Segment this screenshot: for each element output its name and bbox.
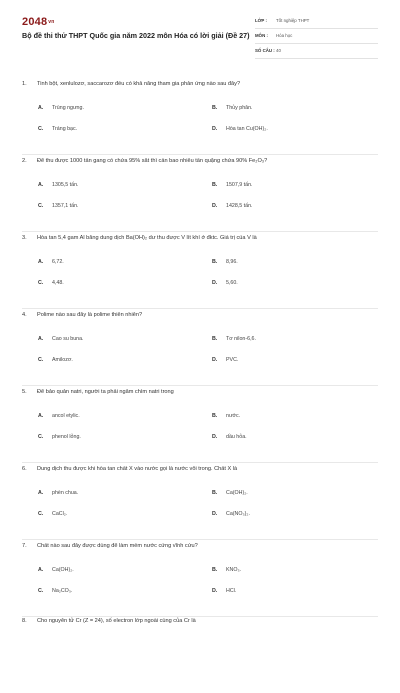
question-text — [22, 312, 378, 319]
option-letter: D. — [212, 126, 218, 132]
option-text: 1507,9 tấn. — [226, 182, 253, 188]
question-2 — [22, 155, 378, 232]
option-letter: D. — [212, 434, 218, 440]
option-d[interactable] — [212, 203, 253, 209]
question-stem: Hòa tan 5,4 gam Al bằng dung dịch Ba(OH)₂ dư thu được V lít khí ở đktc. Giá trị của V là — [37, 235, 257, 241]
option-b[interactable] — [212, 413, 240, 419]
question-5 — [22, 386, 378, 463]
question-stem: Để thu được 1000 tấn gang có chứa 95% sắt thì cần bao nhiêu tấn quặng chứa 90% Fe₂O₃? — [37, 158, 268, 164]
option-letter: D. — [212, 203, 218, 209]
question-number: 3. — [22, 235, 27, 241]
option-letter: A. — [38, 336, 44, 342]
option-letter: C. — [38, 588, 44, 594]
option-text: Cao su buna. — [52, 336, 84, 342]
question-number: 1. — [22, 81, 27, 87]
option-letter: D. — [212, 511, 218, 517]
question-number: 2. — [22, 158, 27, 164]
option-letter: C. — [38, 357, 44, 363]
option-letter: B. — [212, 567, 218, 573]
option-text: ancol etylic. — [52, 413, 80, 419]
question-7 — [22, 540, 378, 617]
option-c[interactable] — [38, 280, 64, 286]
option-d[interactable] — [212, 588, 236, 594]
option-text: nước. — [226, 413, 241, 419]
option-c[interactable] — [38, 434, 81, 440]
meta-label: MÔN : — [255, 33, 268, 38]
option-text: Trùng ngưng. — [52, 105, 84, 111]
meta-label: LỚP : — [255, 18, 267, 23]
question-text — [22, 618, 196, 624]
option-letter: C. — [38, 203, 44, 209]
option-c[interactable] — [38, 203, 79, 209]
option-b[interactable] — [212, 105, 253, 111]
exam-meta — [255, 14, 378, 59]
option-letter: B. — [212, 336, 218, 342]
option-text: Hòa tan Cu(OH)₂. — [226, 126, 268, 132]
question-text — [22, 389, 378, 396]
meta-row-count — [255, 44, 378, 59]
option-a[interactable] — [38, 413, 80, 419]
option-b[interactable] — [212, 182, 253, 188]
option-text: Tráng bạc. — [52, 126, 78, 132]
document-title: Bộ đề thi thử THPT Quốc gia năm 2022 môn Hóa có lời giải (Đề 27) — [22, 31, 250, 40]
option-letter: B. — [212, 413, 218, 419]
option-a[interactable] — [38, 259, 64, 265]
question-number: 8. — [22, 618, 27, 624]
logo-text: 2048 — [22, 16, 48, 28]
option-letter: A. — [38, 567, 44, 573]
option-text: Amilozơ. — [52, 357, 73, 363]
question-number: 7. — [22, 543, 27, 549]
option-text: Ca(NO₃)₂. — [226, 511, 250, 517]
logo-suffix: vn — [48, 19, 55, 25]
option-a[interactable] — [38, 567, 74, 573]
option-c[interactable] — [38, 357, 73, 363]
question-stem: Tinh bột, xenlulozơ, saccarozơ đều có khả năng tham gia phản ứng nào sau đây? — [37, 81, 241, 87]
option-text: 1428,5 tấn. — [226, 203, 253, 209]
question-number: 4. — [22, 312, 27, 318]
option-letter: D. — [212, 357, 218, 363]
option-letter: A. — [38, 490, 44, 496]
option-d[interactable] — [212, 511, 250, 517]
question-stem: Dung dịch thu được khi hòa tan chất X vào nước gọi là nước vôi trong. Chất X là — [37, 466, 238, 472]
site-logo[interactable] — [22, 16, 55, 28]
option-b[interactable] — [212, 336, 256, 342]
option-a[interactable] — [38, 105, 84, 111]
option-text: Ca(OH)₂. — [52, 567, 74, 573]
option-text: Ca(OH)₂. — [226, 490, 248, 496]
option-letter: C. — [38, 434, 44, 440]
meta-value: 40 — [276, 48, 281, 53]
question-4 — [22, 309, 378, 386]
option-text: PVC. — [226, 357, 239, 363]
question-list — [22, 78, 378, 693]
option-text: 1305,5 tấn. — [52, 182, 79, 188]
option-text: 8,96. — [226, 259, 238, 265]
option-text: KNO₃. — [226, 567, 242, 573]
page-header — [22, 14, 378, 62]
meta-value: Tốt nghiệp THPT — [276, 18, 310, 23]
option-a[interactable] — [38, 182, 79, 188]
option-text: Na₂CO₃. — [52, 588, 73, 594]
option-b[interactable] — [212, 490, 248, 496]
option-b[interactable] — [212, 567, 241, 573]
option-letter: A. — [38, 413, 44, 419]
question-stem: Cho nguyên tử Cr (Z = 24), số electron lớp ngoài cùng của Cr là — [37, 618, 196, 624]
option-text: phenol lỏng. — [52, 434, 81, 440]
question-1 — [22, 78, 378, 155]
option-letter: C. — [38, 126, 44, 132]
option-a[interactable] — [38, 336, 84, 342]
question-text — [22, 543, 378, 550]
option-d[interactable] — [212, 357, 238, 363]
option-d[interactable] — [212, 280, 238, 286]
option-text: HCl. — [226, 588, 237, 594]
option-letter: B. — [212, 490, 218, 496]
option-d[interactable] — [212, 126, 268, 132]
option-letter: B. — [212, 182, 218, 188]
option-d[interactable] — [212, 434, 247, 440]
option-a[interactable] — [38, 490, 78, 496]
option-letter: C. — [38, 511, 44, 517]
option-letter: A. — [38, 259, 44, 265]
option-letter: B. — [212, 259, 218, 265]
question-3 — [22, 232, 378, 309]
option-text: 1357,1 tấn. — [52, 203, 79, 209]
question-8 — [22, 617, 378, 693]
option-letter: D. — [212, 280, 218, 286]
question-number: 5. — [22, 389, 27, 395]
option-text: 5,60. — [226, 280, 238, 286]
option-text: CaCl₂. — [52, 511, 68, 517]
option-letter: A. — [38, 105, 44, 111]
option-text: Thủy phân. — [226, 105, 253, 111]
question-text — [22, 466, 378, 473]
meta-row-grade — [255, 14, 378, 29]
meta-value: Hóa học — [276, 33, 293, 38]
option-text: dầu hỏa. — [226, 434, 247, 440]
option-letter: B. — [212, 105, 218, 111]
question-text — [22, 81, 378, 88]
question-stem: Chất nào sau đây được dùng để làm mềm nước cứng vĩnh cửu? — [37, 543, 198, 549]
option-c[interactable] — [38, 588, 72, 594]
option-b[interactable] — [212, 259, 238, 265]
option-c[interactable] — [38, 126, 77, 132]
option-c[interactable] — [38, 511, 67, 517]
option-letter: C. — [38, 280, 44, 286]
question-stem: Để bảo quản natri, người ta phải ngâm chìm natri trong — [37, 389, 174, 395]
question-stem: Polime nào sau đây là polime thiên nhiên? — [37, 312, 143, 318]
meta-label: SỐ CÂU : — [255, 48, 275, 53]
question-text — [22, 158, 378, 165]
option-letter: A. — [38, 182, 44, 188]
question-number: 6. — [22, 466, 27, 472]
question-text — [22, 235, 378, 242]
option-text: Tơ nilon-6,6. — [226, 336, 256, 342]
option-text: phèn chua. — [52, 490, 79, 496]
meta-row-subject — [255, 29, 378, 44]
question-6 — [22, 463, 378, 540]
option-letter: D. — [212, 588, 218, 594]
option-text: 6,72. — [52, 259, 64, 265]
option-text: 4,48. — [52, 280, 64, 286]
